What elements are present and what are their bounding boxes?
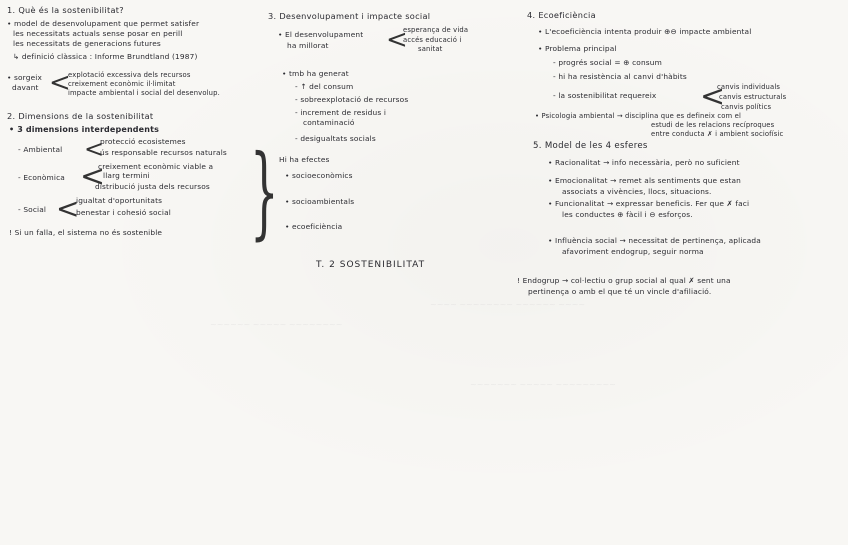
tmb-item: - ↑ del consum [295, 82, 354, 91]
economica-item: creixement econòmic viable a [98, 162, 214, 171]
s4-problem: - progrés social = ⊕ consum [553, 58, 662, 67]
section-5-heading: 5. Model de les 4 esferes [533, 141, 648, 151]
section-1-heading: 1. Què és la sostenibilitat? [7, 5, 124, 15]
tmb-item: - increment de residus i [295, 108, 387, 117]
dimension-economica: - Econòmica [18, 173, 65, 182]
brace: < [56, 192, 80, 225]
esfera-item: les conductes ⊕ fàcil i ⊖ esforços. [562, 210, 693, 219]
tmb-heading: • tmb ha generat [282, 69, 349, 78]
economica-item: distribució justa dels recursos [95, 182, 210, 191]
esfera-item: • Racionalitat → info necessària, però no suficient [548, 158, 740, 167]
s4-change: canvis polítics [721, 103, 772, 111]
brace: < [386, 25, 408, 55]
tmb-item: contaminació [303, 118, 355, 127]
psicologia-line: entre conducta ✗ i ambient sociofísic [651, 130, 784, 138]
s4-problem: - la sostenibilitat requereix [553, 91, 657, 100]
s1-line: • model de desenvolupament que permet satisfer [7, 19, 200, 28]
s4-change: canvis estructurals [719, 93, 787, 101]
endogrup-note: ! Endogrup → col·lectiu o grup social al qual ✗ sent una [517, 276, 731, 285]
s2-subheading: • 3 dimensions interdependents [9, 125, 159, 134]
s4-line: • L'ecoeficiència intenta produir ⊕⊖ impacte ambiental [538, 27, 752, 36]
endogrup-note: pertinença o amb el que té un vincle d'afiliació. [528, 287, 712, 296]
ambiental-item: ús responsable recursos naturals [100, 148, 227, 157]
s1-line: les necessitats de generacions futures [13, 39, 161, 48]
ambiental-item: protecció ecosistemes [100, 137, 186, 146]
dimension-social: - Social [18, 205, 47, 214]
page-title: T. 2 SOSTENIBILITAT [316, 260, 426, 270]
sorgeix-label: • sorgeix [7, 73, 43, 82]
s2-note: ! Si un falla, el sistema no és sostenible [9, 228, 163, 237]
show-through: ~~~~~~ ~~~~~ ~~~~~~~~ [210, 320, 343, 329]
tmb-item: - sobreexplotació de recursos [295, 95, 409, 104]
s3-item: esperança de vida [403, 26, 469, 34]
esfera-item: • Funcionalitat → expressar beneficis. Fer que ✗ faci [548, 199, 750, 208]
tmb-item: - desigualtats socials [295, 134, 376, 143]
s4-change: canvis individuals [717, 83, 781, 91]
esfera-item: • Emocionalitat → remet als sentiments que estan [548, 176, 742, 185]
sorgeix-item: explotació excessiva dels recursos [68, 71, 191, 79]
dimension-ambiental: - Ambiental [18, 145, 63, 154]
psicologia-line: estudi de les relacions recíproques [651, 121, 775, 129]
s3-line: ha millorat [287, 41, 329, 50]
brace: < [84, 135, 105, 163]
s4-problem: - hi ha resistència al canvi d'hàbits [553, 72, 687, 81]
section-3-heading: 3. Desenvolupament i impacte social [268, 11, 431, 21]
social-item: benestar i cohesió social [76, 208, 171, 217]
efecte-item: • ecoeficiència [285, 222, 343, 231]
sorgeix-label: davant [12, 83, 39, 92]
sorgeix-item: creixement econòmic il·limitat [68, 80, 176, 88]
sorgeix-item: impacte ambiental i social del desenvolup. [68, 89, 220, 97]
esfera-item: • Influència social → necessitat de pertinença, aplicada [548, 236, 761, 245]
s3-line: • El desenvolupament [278, 30, 364, 39]
brace: < [80, 159, 106, 194]
economica-item: llarg termini [103, 171, 150, 180]
section-2-heading: 2. Dimensions de la sostenibilitat [7, 111, 154, 121]
efecte-item: • socioambientals [285, 197, 355, 206]
show-through: ~~~~~~~ ~~~~~ ~~~~~~~~~ [470, 380, 616, 389]
social-item: igualtat d'oportunitats [76, 196, 163, 205]
esfera-item: afavoriment endogrup, seguir norma [562, 247, 704, 256]
s4-line: • Problema principal [538, 44, 617, 53]
brace: < [49, 68, 71, 98]
s3-item: accés educació i [403, 36, 462, 44]
show-through: ~~~~ ~~~~~~~~ ~~~~~~ ~~~~ [430, 300, 586, 309]
brace: < [700, 79, 726, 114]
big-closing-brace: } [250, 133, 279, 250]
psicologia-line: • Psicologia ambiental → disciplina que es defineix com el [535, 112, 741, 120]
efectes-heading: Hi ha efectes [279, 155, 330, 164]
s3-item: sanitat [418, 45, 443, 53]
s1-definition: ↳ definició clàssica : Informe Brundtland (1987) [13, 52, 198, 61]
section-4-heading: 4. Ecoeficiència [527, 10, 596, 20]
esfera-item: associats a vivències, llocs, situacions. [562, 187, 712, 196]
s1-line: les necessitats actuals sense posar en perill [13, 29, 183, 38]
efecte-item: • socioeconòmics [285, 171, 353, 180]
